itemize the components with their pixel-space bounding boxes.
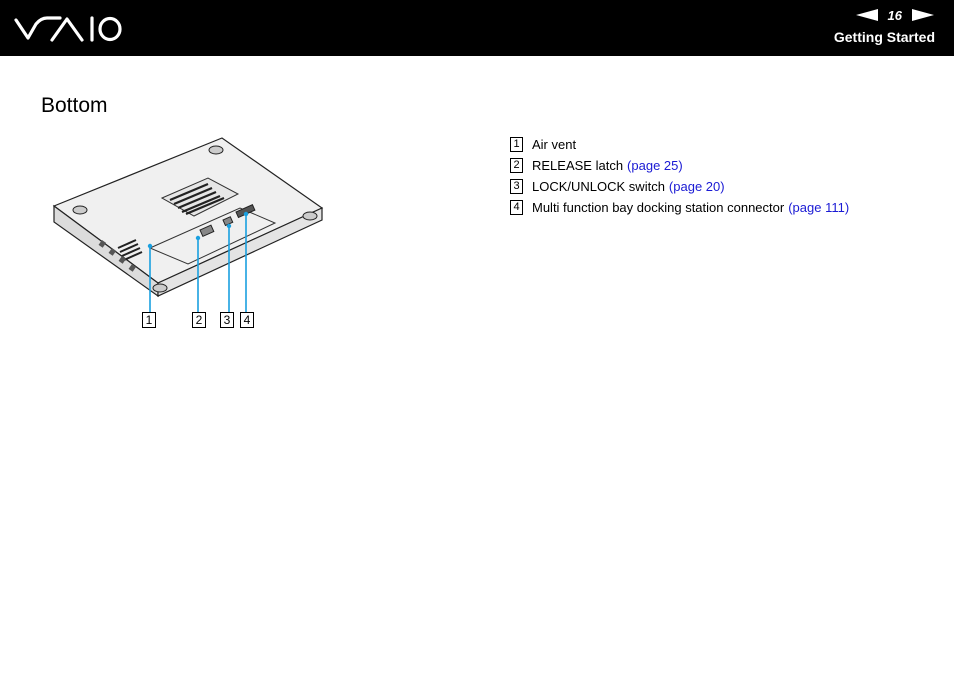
prev-page-arrow-icon[interactable] (856, 9, 878, 21)
page-navigator (856, 6, 934, 24)
callout-item (510, 176, 849, 197)
callout-number: 3 (510, 179, 523, 194)
callout-text: Air vent (532, 137, 577, 152)
page-number: 16 (887, 7, 902, 23)
page-header (0, 0, 954, 56)
figure-label-4: 4 (240, 312, 254, 328)
callout-number: 2 (510, 158, 523, 173)
page-link[interactable]: (page 111) (788, 200, 850, 215)
callout-number: 1 (510, 137, 523, 152)
callout-number: 4 (510, 200, 523, 215)
laptop-bottom-illustration (40, 128, 340, 338)
callout-item (510, 197, 849, 218)
page-link[interactable]: (page 20) (668, 179, 725, 194)
figure-label-2: 2 (192, 312, 206, 328)
page-title: Bottom (41, 94, 108, 117)
callout-item (510, 155, 849, 176)
callout-text: RELEASE latch (532, 158, 624, 173)
callouts-list (510, 134, 849, 218)
section-label: Getting Started (833, 29, 935, 45)
figure-label-3: 3 (220, 312, 234, 328)
callout-item (510, 134, 849, 155)
figure-label-1: 1 (142, 312, 156, 328)
callout-text: LOCK/UNLOCK switch (532, 179, 665, 194)
page-link[interactable]: (page 25) (627, 158, 683, 173)
vaio-logo (14, 14, 122, 44)
callout-text: Multi function bay docking station connector (532, 200, 785, 215)
laptop-bottom-figure (40, 128, 340, 338)
next-page-arrow-icon[interactable] (912, 9, 934, 21)
